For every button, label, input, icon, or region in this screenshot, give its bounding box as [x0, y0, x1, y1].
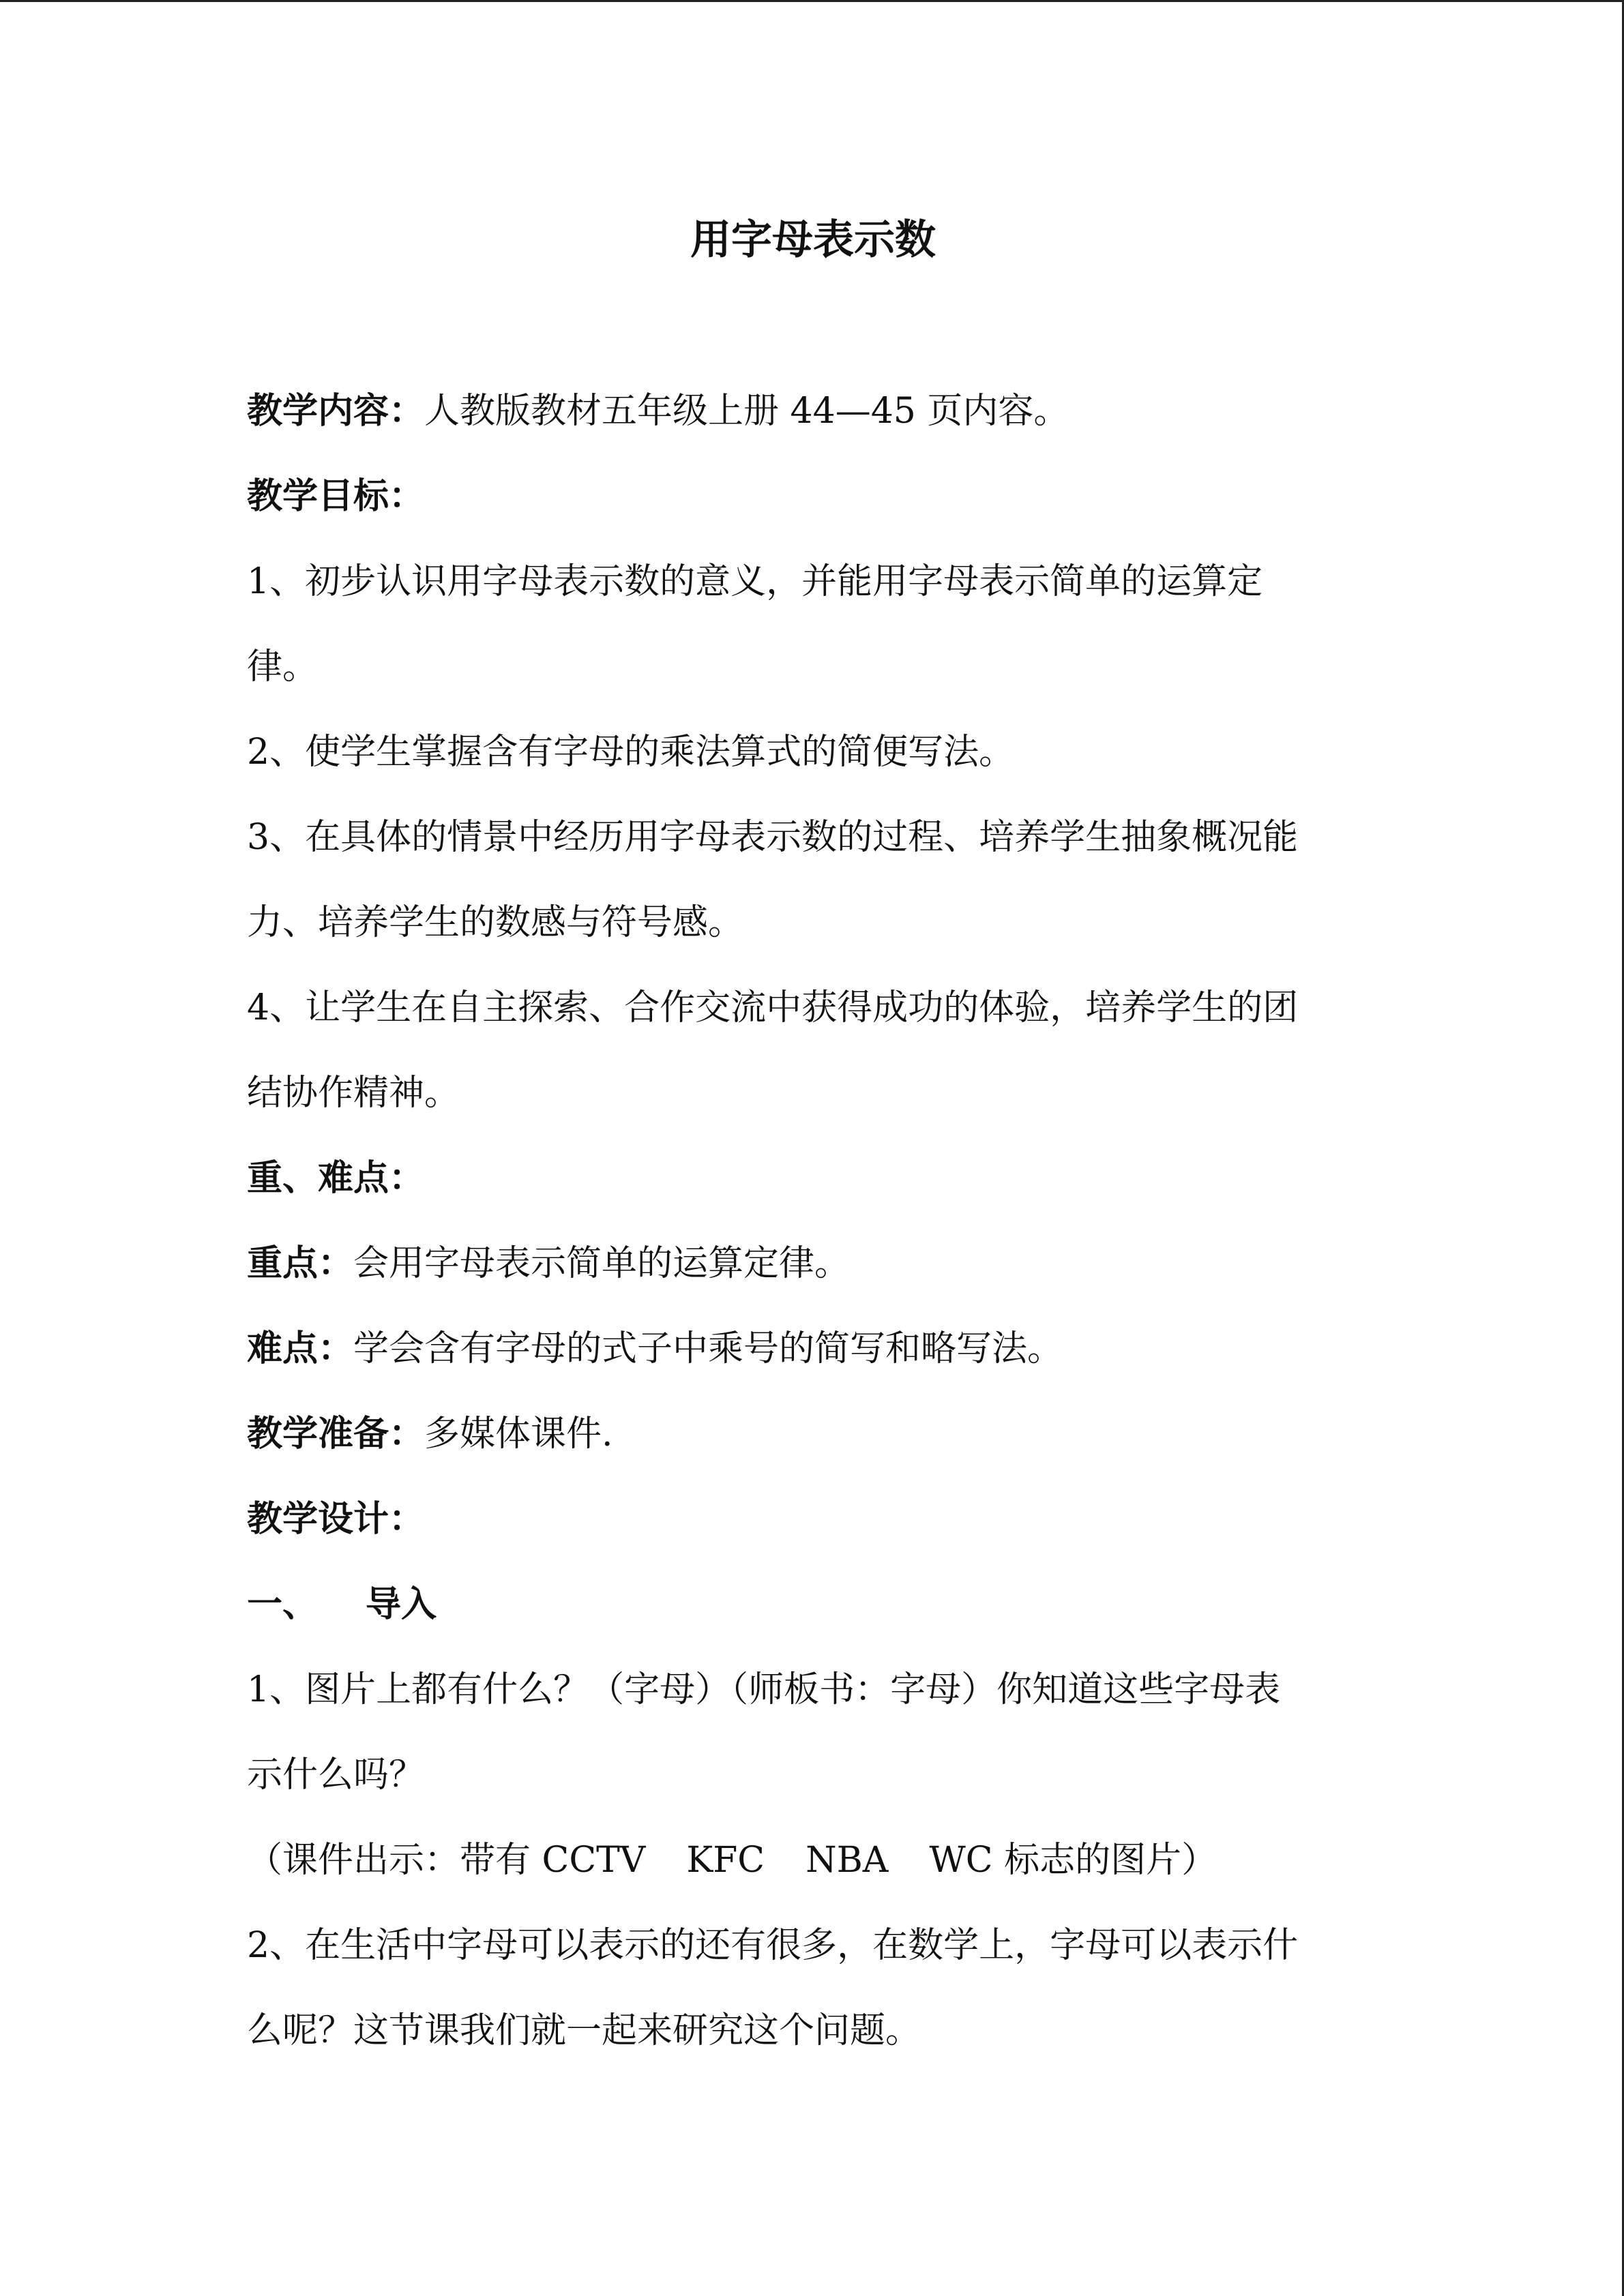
objective-line-6: 4、让学生在自主探索、合作交流中获得成功的体验，培养学生的团 — [247, 987, 1299, 1028]
document-body — [247, 378, 1393, 2083]
courseware-prefix: （课件出示：带有 CCTV — [247, 1840, 646, 1881]
courseware-line — [247, 1828, 1393, 1913]
question-line-2: 么呢？这节课我们就一起来研究这个问题。 — [247, 2010, 921, 2051]
key-points-heading: 重、难点： — [247, 1158, 425, 1199]
section-one-heading — [247, 1572, 1393, 1657]
objective-line-4: 3、在具体的情景中经历用字母表示数的过程、培养学生抽象概况能 — [247, 817, 1299, 858]
key-point-text: 会用字母表示简单的运算定律。 — [353, 1243, 851, 1284]
section-one-title: 导入 — [366, 1584, 437, 1625]
key-point-line — [247, 1231, 1393, 1316]
question-line-1: 2、在生活中字母可以表示的还有很多，在数学上，字母可以表示什 — [247, 1925, 1299, 1966]
section-one-number: 一、 — [247, 1584, 319, 1625]
teaching-preparation-text: 多媒体课件. — [424, 1414, 613, 1455]
intro-line-2: 示什么吗？ — [247, 1755, 425, 1795]
difficulty-line — [247, 1316, 1393, 1401]
objective-line-5: 力、培养学生的数感与符号感。 — [247, 902, 744, 943]
document-title: 用字母表示数 — [690, 216, 936, 264]
page-top-border — [0, 0, 1624, 2]
teaching-preparation-line — [247, 1401, 1393, 1487]
difficulty-text: 学会含有字母的式子中乘号的简写和略写法。 — [353, 1328, 1063, 1369]
teaching-content-label: 教学内容： — [247, 391, 425, 432]
courseware-nba: NBA — [806, 1840, 889, 1881]
courseware-kfc: KFC — [686, 1840, 765, 1881]
key-point-label: 重点： — [247, 1243, 354, 1284]
objective-line-1: 1、初步认识用字母表示数的意义，并能用字母表示简单的运算定 — [247, 561, 1263, 602]
difficulty-label: 难点： — [247, 1328, 354, 1369]
teaching-design-heading: 教学设计： — [247, 1499, 425, 1540]
objective-line-3: 2、使学生掌握含有字母的乘法算式的简便写法。 — [247, 732, 1015, 773]
teaching-content-text: 人教版教材五年级上册 44—45 页内容。 — [424, 391, 1069, 432]
courseware-suffix: WC 标志的图片） — [929, 1840, 1217, 1881]
teaching-objectives-heading: 教学目标： — [247, 476, 425, 517]
objective-line-7: 结协作精神。 — [247, 1073, 460, 1114]
intro-line-1: 1、图片上都有什么？（字母）（师板书：字母）你知道这些字母表 — [247, 1669, 1281, 1710]
objective-line-2: 律。 — [247, 646, 319, 687]
teaching-content-line — [247, 378, 1393, 464]
teaching-preparation-label: 教学准备： — [247, 1414, 425, 1455]
